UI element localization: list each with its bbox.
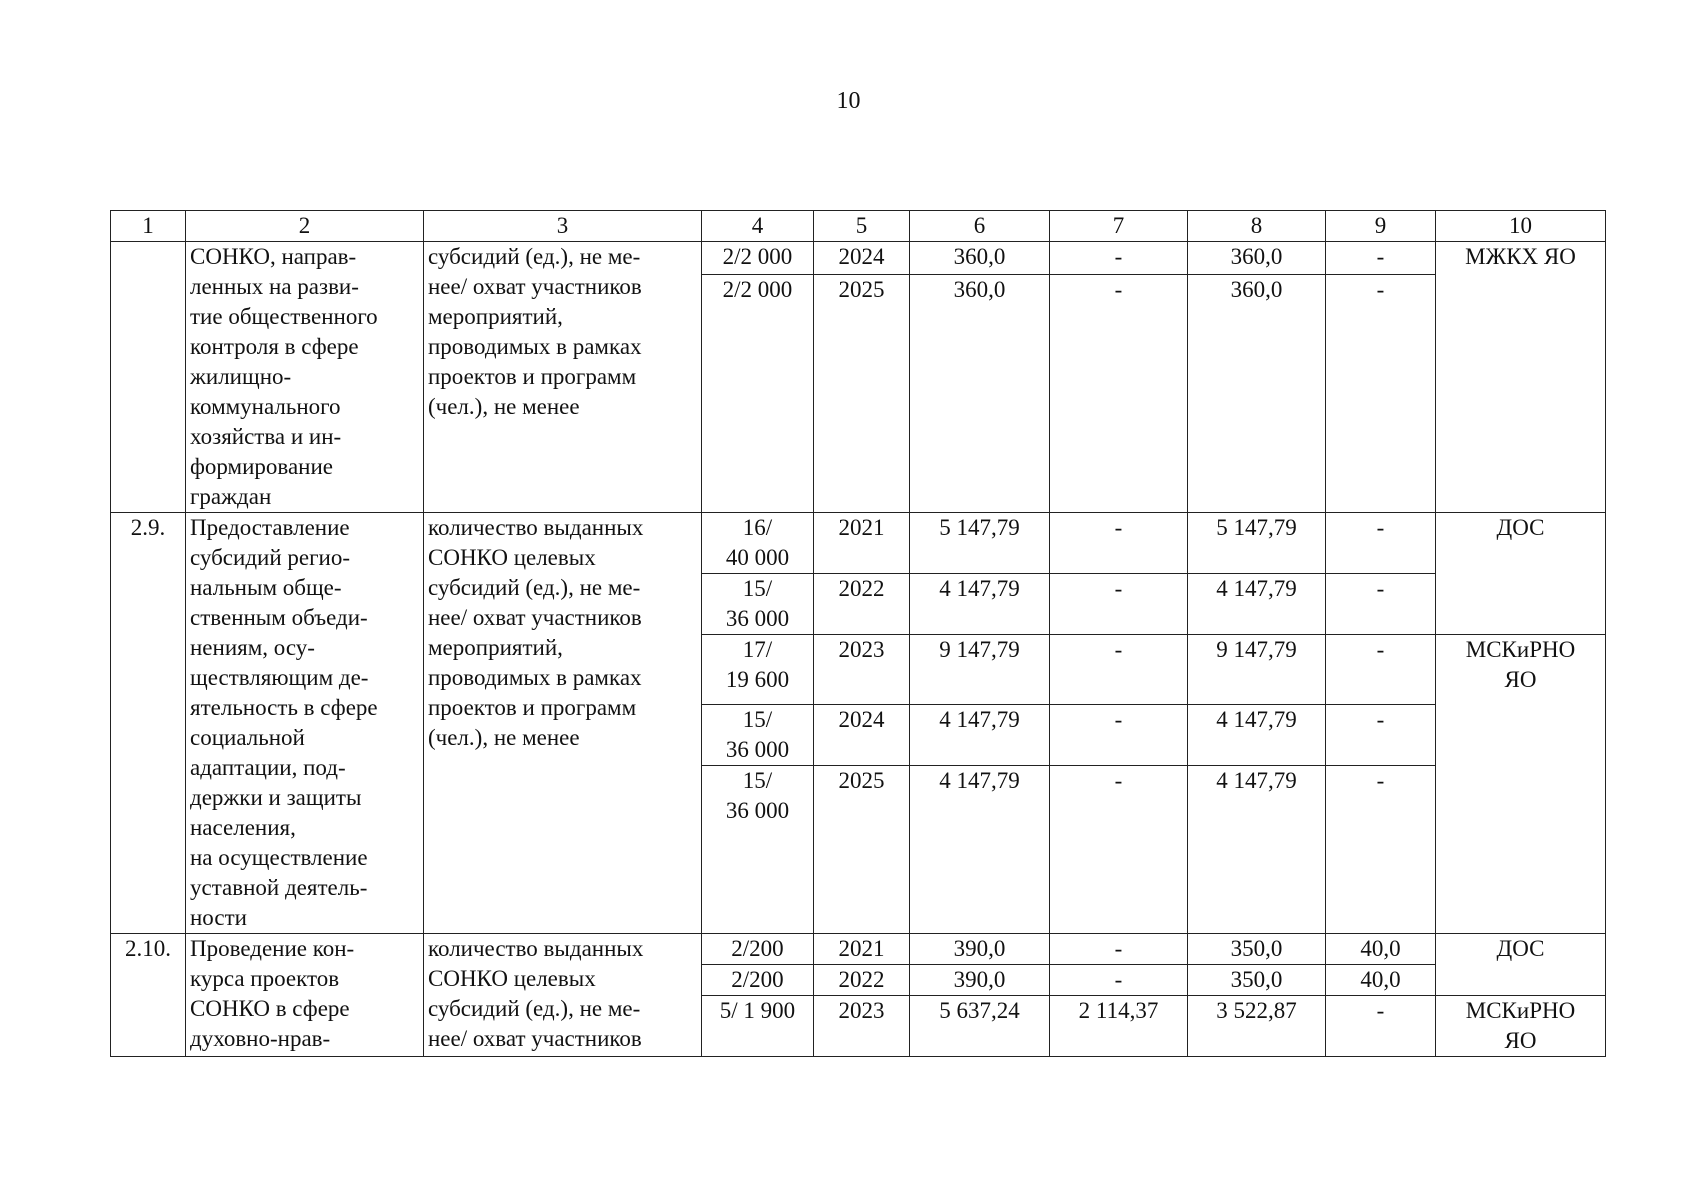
header-cell: 9 (1326, 211, 1436, 242)
other-cell: - (1326, 242, 1436, 275)
year-cell: 2022 (814, 965, 910, 996)
year-cell: 2022 (814, 574, 910, 635)
regional-cell: 360,0 (1188, 242, 1326, 275)
year-cell: 2025 (814, 766, 910, 934)
header-cell: 7 (1050, 211, 1188, 242)
header-cell: 3 (424, 211, 702, 242)
federal-cell: - (1050, 705, 1188, 766)
federal-cell: - (1050, 242, 1188, 275)
total-cell: 4 147,79 (910, 766, 1050, 934)
total-cell: 5 147,79 (910, 513, 1050, 574)
year-cell: 2023 (814, 996, 910, 1057)
header-cell: 4 (702, 211, 814, 242)
total-cell: 390,0 (910, 934, 1050, 965)
other-cell: - (1326, 574, 1436, 635)
year-cell: 2024 (814, 242, 910, 275)
executor-cell: МСКиРНО ЯО (1436, 635, 1606, 934)
year-cell: 2024 (814, 705, 910, 766)
header-cell: 2 (186, 211, 424, 242)
regional-cell: 9 147,79 (1188, 635, 1326, 705)
indicator-cell: количество выданных СОНКО целевых субсидий (ед.), не ме- нее/ охват участников (424, 934, 702, 1057)
item-number-cell: 2.9. (111, 513, 186, 934)
regional-cell: 360,0 (1188, 275, 1326, 513)
target-value-cell: 5/ 1 900 (702, 996, 814, 1057)
federal-cell: - (1050, 965, 1188, 996)
header-cell: 1 (111, 211, 186, 242)
other-cell: 40,0 (1326, 965, 1436, 996)
table-row (111, 513, 1606, 574)
table-row (111, 242, 1606, 275)
target-value-cell: 2/2 000 (702, 275, 814, 513)
indicator-cell: субсидий (ед.), не ме- нее/ охват участников мероприятий, проводимых в рамках проектов и программ (чел.), не менее (424, 242, 702, 513)
total-cell: 5 637,24 (910, 996, 1050, 1057)
year-cell: 2025 (814, 275, 910, 513)
other-cell: - (1326, 996, 1436, 1057)
item-number-cell: 2.10. (111, 934, 186, 1057)
header-cell: 8 (1188, 211, 1326, 242)
target-value-cell: 2/200 (702, 965, 814, 996)
other-cell: - (1326, 513, 1436, 574)
executor-cell: МЖКХ ЯО (1436, 242, 1606, 513)
header-cell: 10 (1436, 211, 1606, 242)
regional-cell: 5 147,79 (1188, 513, 1326, 574)
year-cell: 2023 (814, 635, 910, 705)
total-cell: 390,0 (910, 965, 1050, 996)
year-cell: 2021 (814, 934, 910, 965)
federal-cell: - (1050, 574, 1188, 635)
executor-cell: ДОС (1436, 513, 1606, 635)
target-value-cell: 2/2 000 (702, 242, 814, 275)
total-cell: 4 147,79 (910, 574, 1050, 635)
total-cell: 4 147,79 (910, 705, 1050, 766)
executor-cell: МСКиРНО ЯО (1436, 996, 1606, 1057)
header-cell: 5 (814, 211, 910, 242)
target-value-cell: 2/200 (702, 934, 814, 965)
target-value-cell: 15/ 36 000 (702, 705, 814, 766)
indicator-cell: количество выданных СОНКО целевых субсидий (ед.), не ме- нее/ охват участников мероприятий, проводимых в рамках проектов и программ (чел.), не менее (424, 513, 702, 934)
regional-cell: 4 147,79 (1188, 574, 1326, 635)
other-cell: - (1326, 635, 1436, 705)
target-value-cell: 15/ 36 000 (702, 574, 814, 635)
target-value-cell: 17/ 19 600 (702, 635, 814, 705)
header-cell: 6 (910, 211, 1050, 242)
federal-cell: - (1050, 275, 1188, 513)
header-row (111, 211, 1606, 242)
item-name-cell: Предоставление субсидий регио- нальным обще- ственным объеди- нениям, осу- ществляющим де- ятельность в сфере социальной адаптации, под- держки и защиты населения, на осуществление уставной деятель- ности (186, 513, 424, 934)
regional-cell: 350,0 (1188, 934, 1326, 965)
federal-cell: - (1050, 513, 1188, 574)
federal-cell: - (1050, 635, 1188, 705)
target-value-cell: 15/ 36 000 (702, 766, 814, 934)
item-number-cell (111, 242, 186, 513)
regional-cell: 4 147,79 (1188, 766, 1326, 934)
table-row (111, 934, 1606, 965)
other-cell: - (1326, 705, 1436, 766)
regional-cell: 4 147,79 (1188, 705, 1326, 766)
total-cell: 9 147,79 (910, 635, 1050, 705)
other-cell: 40,0 (1326, 934, 1436, 965)
federal-cell: 2 114,37 (1050, 996, 1188, 1057)
other-cell: - (1326, 766, 1436, 934)
regional-cell: 3 522,87 (1188, 996, 1326, 1057)
regional-cell: 350,0 (1188, 965, 1326, 996)
total-cell: 360,0 (910, 242, 1050, 275)
federal-cell: - (1050, 766, 1188, 934)
federal-cell: - (1050, 934, 1188, 965)
item-name-cell: Проведение кон- курса проектов СОНКО в сфере духовно-нрав- (186, 934, 424, 1057)
target-value-cell: 16/ 40 000 (702, 513, 814, 574)
total-cell: 360,0 (910, 275, 1050, 513)
year-cell: 2021 (814, 513, 910, 574)
item-name-cell: СОНКО, направ- ленных на разви- тие общественного контроля в сфере жилищно- коммунального хозяйства и ин- формирование граждан (186, 242, 424, 513)
other-cell: - (1326, 275, 1436, 513)
executor-cell: ДОС (1436, 934, 1606, 996)
page-number: 10 (836, 88, 861, 114)
budget-table (110, 210, 1606, 1057)
